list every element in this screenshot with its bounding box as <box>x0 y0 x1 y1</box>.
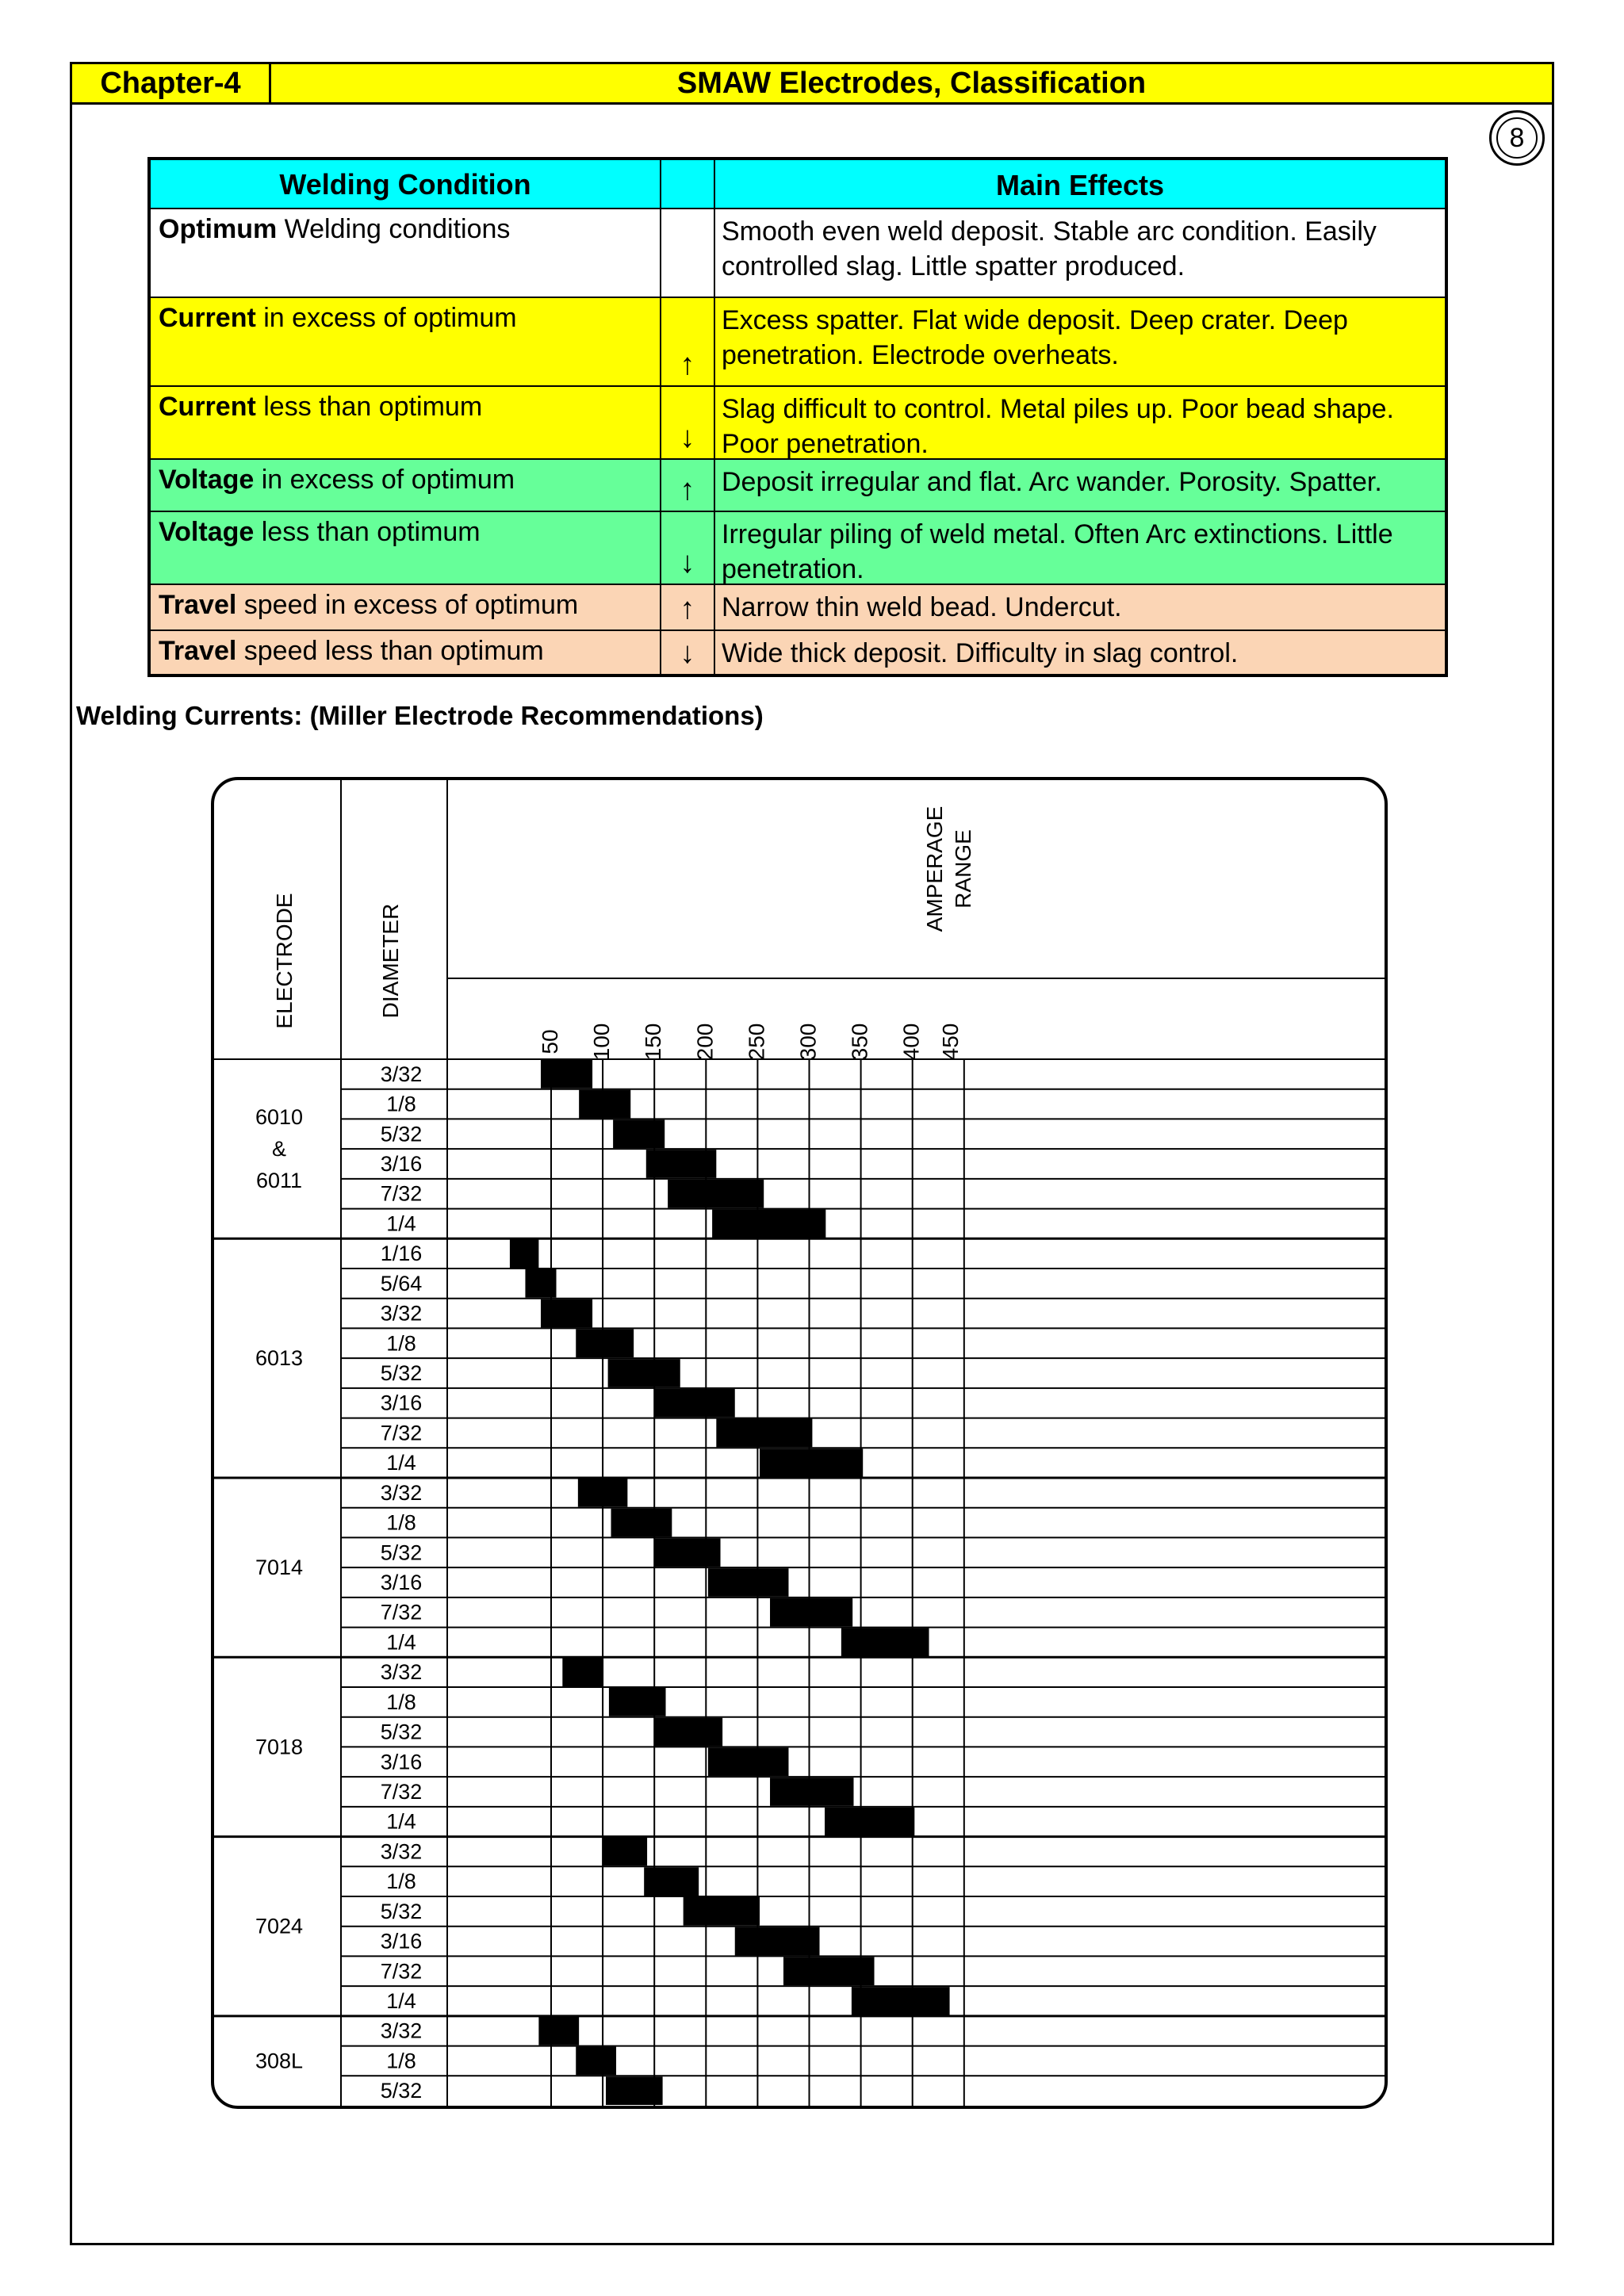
diameter-label: 1/8 <box>386 1331 416 1356</box>
diameter-label: 1/8 <box>386 1510 416 1535</box>
diameter-label: 1/8 <box>386 2049 416 2073</box>
amperage-range-bar <box>735 1927 820 1956</box>
amperage-range-bar <box>609 1688 666 1716</box>
table-row <box>151 460 1445 512</box>
condition-text: speed in excess of optimum <box>236 590 579 620</box>
condition-keyword: Voltage <box>159 465 255 495</box>
direction-arrow-icon: ↑ <box>680 592 695 626</box>
direction-cell <box>661 209 715 297</box>
amperage-range-bar <box>578 1479 627 1507</box>
table-header-row <box>151 160 1445 209</box>
amperage-range-bar <box>541 1060 592 1089</box>
main-effects-cell: Smooth even weld deposit. Stable arc condition. Easily controlled slag. Little spatter produced. <box>722 216 1377 281</box>
page-title: SMAW Electrodes, Classification <box>676 67 1147 100</box>
tick-label: 50 <box>538 1029 562 1054</box>
condition-keyword: Optimum <box>159 214 278 244</box>
welding-effects-table <box>147 157 1448 677</box>
diameter-label: 1/4 <box>386 1809 416 1834</box>
main-effects-cell: Irregular piling of weld metal. Often Arc extinctions. Little penetration. <box>722 519 1393 584</box>
tick-label: 250 <box>744 1023 769 1061</box>
amperage-range-bar <box>576 2047 616 2076</box>
amperage-range-bar <box>538 2017 579 2045</box>
page-number-badge <box>1489 110 1545 166</box>
diameter-label: 7/32 <box>380 1600 423 1624</box>
amperage-range-bar <box>579 1090 630 1119</box>
page-number: 8 <box>1496 117 1538 159</box>
electrode-label: 7024 <box>255 1914 304 1938</box>
direction-cell <box>661 631 715 674</box>
diameter-label: 1/4 <box>386 1451 416 1475</box>
amperage-range-bar <box>654 1538 720 1567</box>
table-row <box>151 585 1445 631</box>
amperage-range-bar <box>603 1838 647 1866</box>
diameter-label: 3/32 <box>380 1480 423 1505</box>
amperage-range-bar <box>646 1150 717 1178</box>
main-effects-cell: Narrow thin weld bead. Undercut. <box>722 592 1122 622</box>
diameter-label: 3/32 <box>380 2019 423 2043</box>
diameter-label: 3/16 <box>380 1750 423 1774</box>
direction-arrow-icon: ↓ <box>680 421 695 454</box>
amperage-range-bar <box>644 1867 699 1896</box>
electrode-label: 6011 <box>255 1169 303 1193</box>
diameter-label: 1/4 <box>386 1630 416 1655</box>
tick-label: 400 <box>898 1023 924 1061</box>
diameter-label: 3/16 <box>380 1929 423 1954</box>
condition-text: speed less than optimum <box>236 636 544 666</box>
direction-cell <box>661 387 715 458</box>
amperage-chart-svg <box>214 780 1385 2106</box>
amperage-range-bar <box>525 1269 556 1298</box>
chapter-label: Chapter-4 <box>72 64 271 102</box>
welding-condition-cell <box>151 512 661 584</box>
amperage-range-bar <box>708 1747 789 1776</box>
direction-cell <box>661 298 715 385</box>
diameter-label: 1/4 <box>386 1211 416 1236</box>
condition-text: less than optimum <box>254 517 481 547</box>
amperage-header-line1: AMPERAGE <box>922 806 947 932</box>
diameter-label: 1/8 <box>386 1869 416 1894</box>
amperage-range-bar <box>712 1210 825 1238</box>
amperage-range-bar <box>852 1987 950 2015</box>
amperage-range-bar <box>608 1359 680 1387</box>
table-row <box>151 631 1445 674</box>
amperage-range-bar <box>576 1329 634 1357</box>
tick-label: 100 <box>589 1023 615 1061</box>
diameter-label: 7/32 <box>380 1959 423 1984</box>
tick-label: 350 <box>847 1023 872 1061</box>
condition-text: Welding conditions <box>277 214 511 244</box>
diameter-label: 3/32 <box>380 1839 423 1864</box>
diameter-label: 5/32 <box>380 1122 423 1146</box>
welding-condition-cell <box>151 298 661 385</box>
chapter-header <box>70 62 1554 105</box>
diameter-label: 1/4 <box>386 1989 416 2013</box>
amperage-range-bar <box>654 1718 722 1747</box>
direction-cell <box>661 585 715 629</box>
diameter-label: 3/16 <box>380 1391 423 1415</box>
direction-cell <box>661 512 715 584</box>
direction-arrow-icon: ↑ <box>680 348 695 381</box>
diameter-label: 3/32 <box>380 1660 423 1685</box>
amperage-range-bar <box>783 1957 875 1985</box>
main-effects-cell: Excess spatter. Flat wide deposit. Deep crater. Deep penetration. Electrode overheats. <box>722 305 1348 370</box>
amperage-range-bar <box>760 1448 863 1477</box>
electrode-label: 6013 <box>255 1346 304 1371</box>
diameter-label: 7/32 <box>380 1181 423 1206</box>
table-row <box>151 209 1445 298</box>
welding-condition-cell <box>151 209 661 297</box>
amperage-range-chart <box>211 777 1388 2109</box>
amperage-range-bar <box>841 1628 929 1657</box>
amperage-range-bar <box>510 1239 538 1268</box>
amperage-range-bar <box>611 1509 672 1537</box>
direction-arrow-icon: ↓ <box>680 546 695 580</box>
diameter-label: 3/16 <box>380 1152 423 1176</box>
amperage-range-bar <box>708 1568 789 1597</box>
welding-condition-cell <box>151 460 661 511</box>
condition-keyword: Current <box>159 303 256 333</box>
amperage-range-bar <box>613 1119 665 1148</box>
diameter-label: 3/16 <box>380 1571 423 1594</box>
electrode-label: 7018 <box>255 1735 304 1759</box>
amperage-range-bar <box>770 1777 853 1806</box>
condition-keyword: Travel <box>159 636 237 666</box>
diameter-column-header: DIAMETER <box>378 903 403 1019</box>
main-effects-cell: Deposit irregular and flat. Arc wander. Porosity. Spatter. <box>722 467 1382 497</box>
welding-currents-title: Welding Currents: (Miller Electrode Recommendations) <box>76 701 764 730</box>
main-effects-cell: Slag difficult to control. Metal piles up. Poor bead shape. Poor penetration. <box>722 394 1394 459</box>
amperage-range-bar <box>654 1389 735 1418</box>
tick-label: 200 <box>692 1023 718 1061</box>
welding-condition-cell <box>151 631 661 674</box>
tick-label: 450 <box>937 1023 963 1061</box>
condition-text: less than optimum <box>255 392 483 422</box>
diameter-label: 3/32 <box>380 1301 423 1326</box>
main-effects-cell: Wide thick deposit. Difficulty in slag control. <box>722 638 1239 668</box>
diameter-label: 3/32 <box>380 1062 423 1086</box>
amperage-range-bar <box>770 1598 852 1627</box>
amperage-range-bar <box>541 1299 592 1328</box>
amperage-range-bar <box>684 1897 760 1926</box>
diameter-label: 1/16 <box>380 1242 423 1266</box>
condition-text: in excess of optimum <box>255 303 517 333</box>
electrode-label: & <box>271 1137 287 1161</box>
electrode-label: 308L <box>255 2049 304 2073</box>
header-arrow <box>661 160 715 208</box>
tick-label: 150 <box>641 1023 666 1061</box>
amperage-range-bar <box>606 2076 663 2105</box>
tick-label: 300 <box>795 1023 821 1061</box>
table-row <box>151 298 1445 387</box>
diameter-label: 5/32 <box>380 2079 423 2103</box>
welding-condition-cell <box>151 585 661 629</box>
header-welding-condition: Welding Condition <box>151 160 661 208</box>
table-row <box>151 512 1445 585</box>
header-main-effects: Main Effects <box>995 169 1165 201</box>
amperage-range-bar <box>716 1419 812 1448</box>
diameter-label: 5/32 <box>380 1361 423 1385</box>
direction-arrow-icon: ↑ <box>680 473 695 507</box>
direction-cell <box>661 460 715 511</box>
condition-text: in excess of optimum <box>254 465 515 495</box>
electrode-column-header: ELECTRODE <box>272 893 297 1029</box>
diameter-label: 7/32 <box>380 1421 423 1445</box>
diameter-label: 5/32 <box>380 1540 423 1565</box>
diameter-label: 1/8 <box>386 1689 416 1714</box>
condition-keyword: Current <box>159 392 256 422</box>
amperage-header-line2: RANGE <box>951 829 975 909</box>
amperage-range-bar <box>562 1658 603 1686</box>
condition-keyword: Travel <box>159 590 237 620</box>
diameter-label: 1/8 <box>386 1092 416 1116</box>
direction-arrow-icon: ↓ <box>680 637 695 670</box>
diameter-label: 7/32 <box>380 1780 423 1804</box>
table-row <box>151 387 1445 460</box>
diameter-label: 5/64 <box>380 1271 423 1295</box>
welding-condition-cell <box>151 387 661 458</box>
condition-keyword: Voltage <box>159 517 255 547</box>
electrode-label: 7014 <box>255 1556 304 1580</box>
electrode-label: 6010 <box>255 1105 304 1130</box>
diameter-label: 5/32 <box>380 1899 423 1923</box>
amperage-range-bar <box>668 1180 764 1208</box>
diameter-label: 5/32 <box>380 1720 423 1744</box>
amperage-range-bar <box>825 1808 914 1836</box>
